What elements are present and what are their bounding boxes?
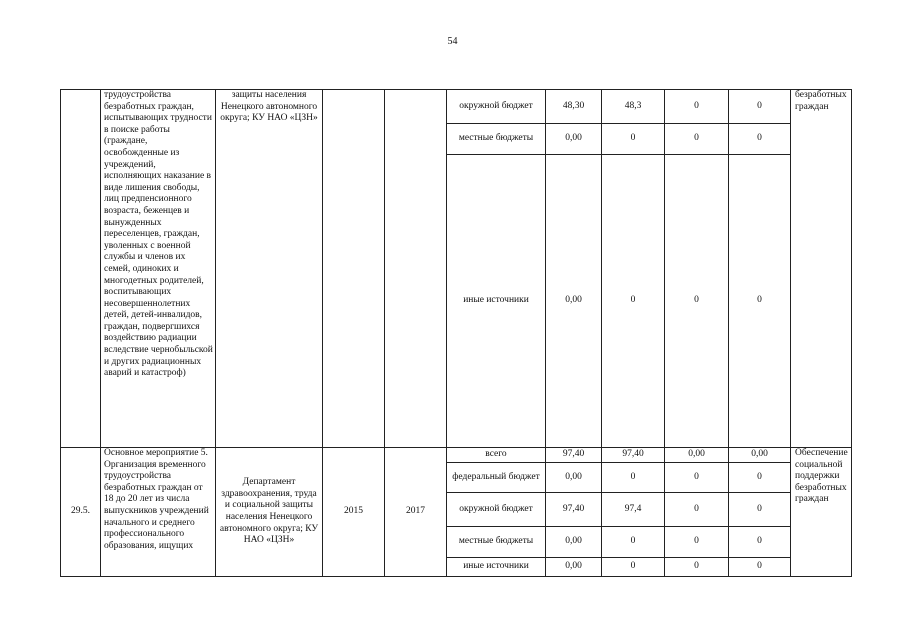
table-row <box>61 90 852 124</box>
total-value: 0,00 <box>546 155 602 448</box>
end-year-cell <box>385 90 447 448</box>
total-value: 0,00 <box>546 463 602 493</box>
row-number-cell <box>61 90 101 448</box>
executor-cell: Департамент здравоохранения, труда и социальной защиты населения Ненецкого автономного округа; КУ НАО «ЦЗН» <box>216 448 323 577</box>
expected-result: Обеспечение социальной поддержки безработных граждан <box>791 448 852 577</box>
total-value: 0,00 <box>546 527 602 558</box>
value-2017: 0 <box>729 558 791 577</box>
value-2017: 0 <box>729 124 791 155</box>
funding-source: иные источники <box>447 155 546 448</box>
value-2015: 48,3 <box>602 90 665 124</box>
value-2016: 0 <box>665 493 729 527</box>
table-row <box>61 448 852 463</box>
page-number: 54 <box>447 36 458 47</box>
funding-source: окружной бюджет <box>447 90 546 124</box>
value-2016: 0,00 <box>665 448 729 463</box>
value-2016: 0 <box>665 155 729 448</box>
value-2017: 0 <box>729 90 791 124</box>
start-year-cell: 2015 <box>323 448 385 577</box>
value-2015: 0 <box>602 155 665 448</box>
executor-cell: защиты населения Ненецкого автономного округа; КУ НАО «ЦЗН» <box>216 90 323 448</box>
value-2016: 0 <box>665 90 729 124</box>
total-value: 48,30 <box>546 90 602 124</box>
value-2017: 0,00 <box>729 448 791 463</box>
value-2015: 97,4 <box>602 493 665 527</box>
value-2017: 0 <box>729 463 791 493</box>
funding-source: окружной бюджет <box>447 493 546 527</box>
value-2015: 0 <box>602 463 665 493</box>
activity-description: Основное мероприятие 5. Организация временного трудоустройства безработных граждан от 18 до 20 лет из числа выпускников учреждений начального и среднего профессионального образования, ищущих <box>101 448 216 577</box>
total-value: 0,00 <box>546 124 602 155</box>
program-table <box>60 89 852 577</box>
end-year-cell: 2017 <box>385 448 447 577</box>
funding-source: всего <box>447 448 546 463</box>
value-2016: 0 <box>665 124 729 155</box>
expected-result: безработных граждан <box>791 90 852 448</box>
value-2017: 0 <box>729 527 791 558</box>
value-2017: 0 <box>729 493 791 527</box>
value-2015: 0 <box>602 124 665 155</box>
total-value: 0,00 <box>546 558 602 577</box>
value-2015: 0 <box>602 527 665 558</box>
funding-source: иные источники <box>447 558 546 577</box>
total-value: 97,40 <box>546 448 602 463</box>
value-2017: 0 <box>729 155 791 448</box>
value-2015: 0 <box>602 558 665 577</box>
value-2016: 0 <box>665 463 729 493</box>
total-value: 97,40 <box>546 493 602 527</box>
start-year-cell <box>323 90 385 448</box>
value-2016: 0 <box>665 558 729 577</box>
value-2016: 0 <box>665 527 729 558</box>
row-number-cell: 29.5. <box>61 448 101 577</box>
funding-source: федеральный бюджет <box>447 463 546 493</box>
funding-source: местные бюджеты <box>447 527 546 558</box>
funding-source: местные бюджеты <box>447 124 546 155</box>
activity-description: трудоустройства безработных граждан, испытывающих трудности в поиске работы (граждане, освобожденные из учреждений, исполняющих наказание в виде лишения свободы, лиц предпенсионного возраста, беженцев и вынужденных переселенцев, граждан, уволенных с военной службы и членов их семей, одиноких и многодетных родителей, воспитывающих несовершеннолетних детей, детей-инвалидов, граждан, подвергшихся воздействию радиации вследствие чернобыльской и других радиационных аварий и катастроф) <box>101 90 216 448</box>
value-2015: 97,40 <box>602 448 665 463</box>
